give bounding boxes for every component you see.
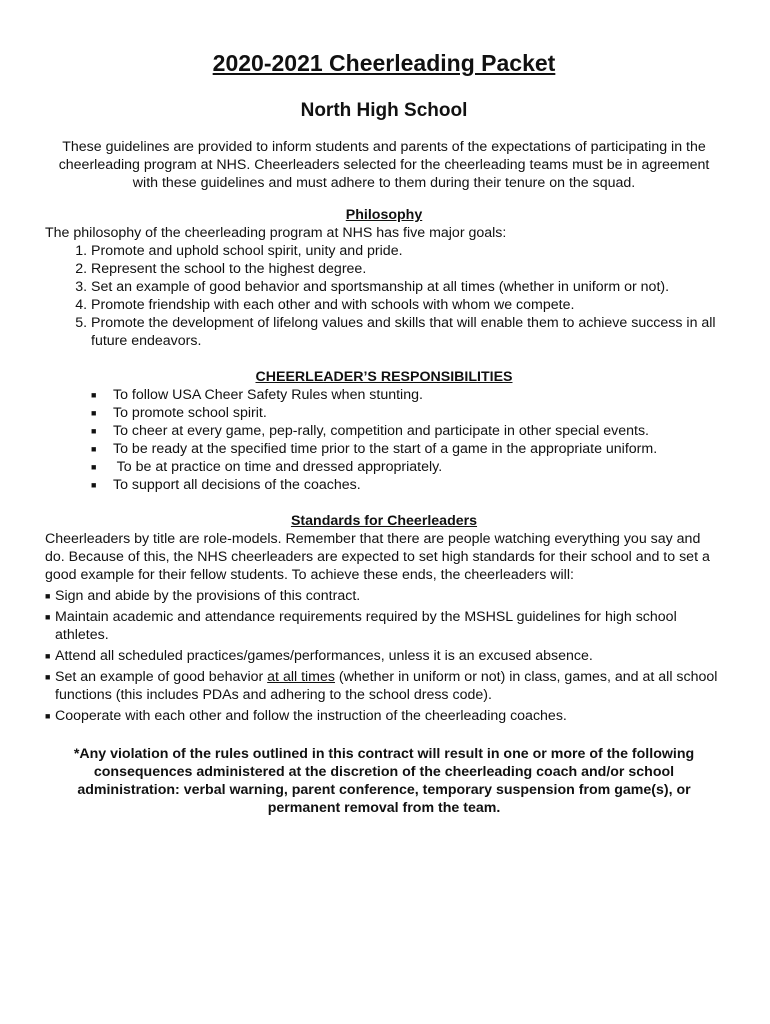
list-item <box>91 458 723 476</box>
list-item-text: To be at practice on time and dressed appropriately. <box>113 459 443 475</box>
list-item-text: Attend all scheduled practices/games/performances, unless it is an excused absence. <box>55 648 593 664</box>
square-bullet-icon: ■ <box>45 672 51 682</box>
square-bullet-icon: ■ <box>91 444 97 454</box>
square-bullet-icon: ■ <box>91 462 97 472</box>
list-item-text: To promote school spirit. <box>113 405 267 421</box>
school-name: North High School <box>300 100 468 121</box>
list-item-text: To follow USA Cheer Safety Rules when stunting. <box>113 387 423 403</box>
list-item: 5. Promote the development of lifelong values and skills that will enable them to achieve success in all future endeavors. <box>91 314 723 350</box>
list-item-text: To cheer at every game, pep-rally, competition and participate in other special events. <box>113 423 649 439</box>
responsibilities-section <box>45 368 723 494</box>
list-item <box>91 386 723 404</box>
list-item <box>91 476 723 494</box>
standards-list <box>45 587 723 725</box>
list-item <box>91 422 723 440</box>
philosophy-heading: Philosophy <box>345 207 423 223</box>
list-item: 3. Set an example of good behavior and sportsmanship at all times (whether in uniform or not). <box>91 278 723 296</box>
philosophy-goals-list <box>45 242 723 350</box>
intro-paragraph: These guidelines are provided to inform students and parents of the expectations of participating in the cheerleading program at NHS. Cheerleaders selected for the cheerleading teams must be in agreement with these guidelines and must adhere to them during their tenure on the squad. <box>58 139 710 191</box>
behavior-emphasis: at all times <box>267 669 335 685</box>
list-item-text: To be ready at the specified time prior to the start of a game in the appropriate uniform. <box>113 441 658 457</box>
list-item-text: Maintain academic and attendance requirements required by the MSHSL guidelines for high school athletes. <box>55 609 677 643</box>
square-bullet-icon: ■ <box>91 426 97 436</box>
violation-warning: *Any violation of the rules outlined in this contract will result in one or more of the following consequences administered at the discretion of the cheerleading coach and/or school administration: verbal warning, parent conference, temporary suspension from game(s), or permanent removal from the team. <box>73 746 695 816</box>
list-item <box>45 707 723 725</box>
list-item: 1. Promote and uphold school spirit, unity and pride. <box>91 242 723 260</box>
square-bullet-icon: ■ <box>45 591 51 601</box>
list-item-text: Sign and abide by the provisions of this contract. <box>55 588 361 604</box>
list-item <box>45 668 723 704</box>
list-item: 4. Promote friendship with each other and with schools with whom we compete. <box>91 296 723 314</box>
list-item <box>45 587 723 605</box>
standards-heading: Standards for Cheerleaders <box>290 513 478 529</box>
square-bullet-icon: ■ <box>45 711 51 721</box>
responsibilities-heading: CHEERLEADER’S RESPONSIBILITIES <box>255 369 513 385</box>
responsibilities-list <box>45 386 723 494</box>
square-bullet-icon: ■ <box>45 651 51 661</box>
list-item <box>91 440 723 458</box>
list-item-text: To support all decisions of the coaches. <box>113 477 361 493</box>
page-title: 2020-2021 Cheerleading Packet <box>212 50 556 76</box>
list-item <box>45 608 723 644</box>
list-item: 2. Represent the school to the highest degree. <box>91 260 723 278</box>
behavior-text-before: Set an example of good behavior <box>55 669 268 685</box>
square-bullet-icon: ■ <box>45 612 51 622</box>
standards-lead: Cheerleaders by title are role-models. Remember that there are people watching everything you say and do. Because of this, the NHS cheerleaders are expected to set high standards for their school and to set a good example for their fellow students. To achieve these ends, the cheerleaders will: <box>45 531 710 583</box>
list-item <box>45 647 723 665</box>
standards-section <box>45 512 723 725</box>
list-item-text: Cooperate with each other and follow the instruction of the cheerleading coaches. <box>55 708 567 724</box>
philosophy-lead: The philosophy of the cheerleading program at NHS has five major goals: <box>45 225 507 241</box>
behavior-text-after: (whether in uniform or not) in class, games, and at all school functions (this includes PDAs and adhering to the school dress code). <box>55 669 718 703</box>
square-bullet-icon: ■ <box>91 408 97 418</box>
square-bullet-icon: ■ <box>91 390 97 400</box>
document-page <box>45 48 723 817</box>
list-item <box>91 404 723 422</box>
philosophy-section <box>45 206 723 350</box>
square-bullet-icon: ■ <box>91 480 97 490</box>
